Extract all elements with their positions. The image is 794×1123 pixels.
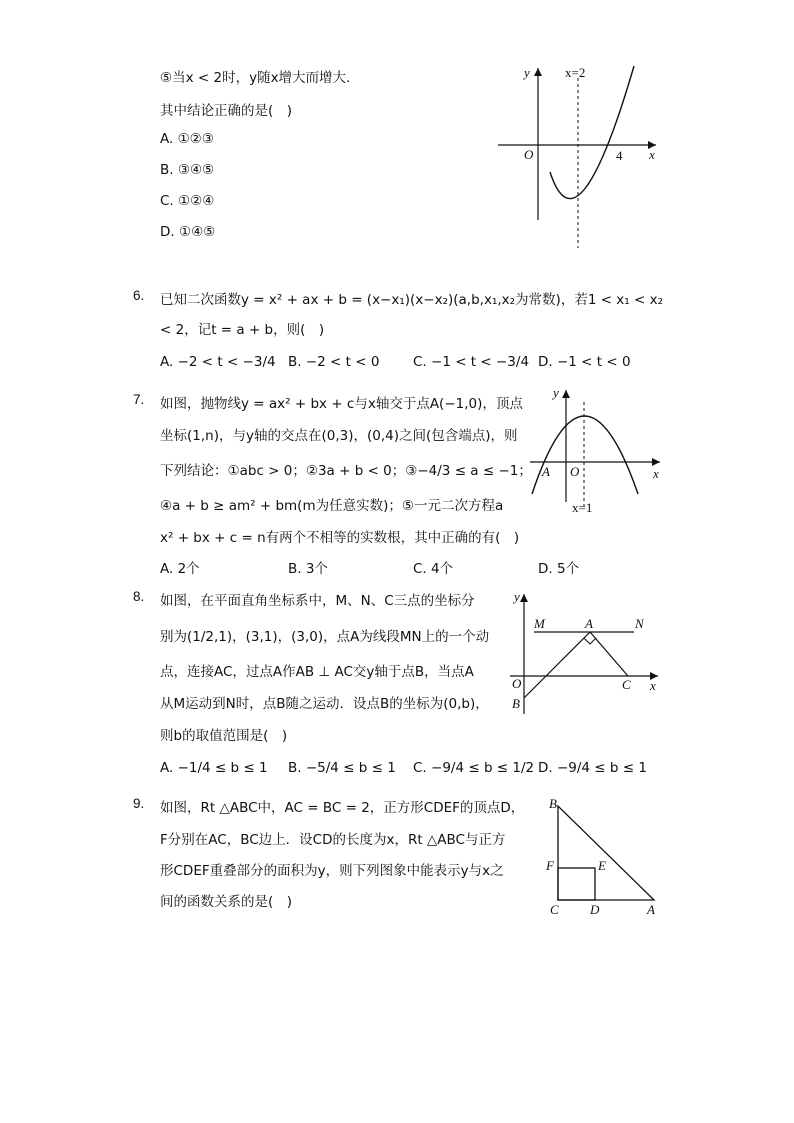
q7-option-c[interactable]: C. 4个 <box>413 561 454 577</box>
right-angle-mark <box>584 638 596 644</box>
point-m-label: M <box>534 616 545 631</box>
q6-line2: < 2，记t = a + b，则( ) <box>160 322 325 338</box>
q8-option-c[interactable]: C. −9/4 ≤ b ≤ 1/2 <box>413 760 535 776</box>
point-c-label: C <box>550 902 559 917</box>
q8-line5: 则b的取值范围是( ) <box>160 728 288 744</box>
point-a-label: A <box>647 902 655 917</box>
point-a-label: A <box>585 616 593 631</box>
q6-number: 6. <box>133 288 145 303</box>
symmetry-label: x=1 <box>572 500 593 515</box>
q7-line1: 如图，抛物线y = ax² + bx + c与x轴交于点A(−1,0)，顶点 <box>160 396 523 412</box>
q8-line4: 从M运动到N时，点B随之运动．设点B的坐标为(0,b)， <box>160 696 489 712</box>
q7-line3: 下列结论：①abc > 0；②3a + b < 0；③−4/3 ≤ a ≤ −1； <box>160 463 532 479</box>
q5-option-a[interactable]: A. ①②③ <box>160 131 214 147</box>
triangle-abc <box>558 806 654 900</box>
q7-line5: x² + bx + c = n有两个不相等的实数根，其中正确的有( ) <box>160 530 520 546</box>
point-c-label: C <box>622 677 631 692</box>
parabola-curve <box>550 66 634 199</box>
q7-option-b[interactable]: B. 3个 <box>288 561 328 577</box>
q8-coordinate-figure <box>506 586 666 716</box>
q7-option-d[interactable]: D. 5个 <box>538 561 580 577</box>
point-a-label: A <box>542 464 550 479</box>
q9-line1: 如图，Rt △ABC中，AC = BC = 2，正方形CDEF的顶点D， <box>160 800 525 816</box>
origin-label: O <box>512 676 522 691</box>
q6-option-b[interactable]: B. −2 < t < 0 <box>288 354 380 370</box>
point-b-label: B <box>549 796 557 811</box>
q8-line3: 点，连接AC，过点A作AB ⊥ AC交y轴于点B，当点A <box>160 664 474 680</box>
q9-line2: F分别在AC，BC边上．设CD的长度为x，Rt △ABC与正方 <box>160 832 506 848</box>
q7-option-a[interactable]: A. 2个 <box>160 561 200 577</box>
segment-ab <box>524 632 590 698</box>
q7-line4: ④a + b ≥ am² + bm(m为任意实数)；⑤一元二次方程a <box>160 498 504 514</box>
point-b-label: B <box>512 696 520 711</box>
q5-condition-5: ⑤当x < 2时，y随x增大而增大. <box>160 70 351 86</box>
q6-option-a[interactable]: A. −2 < t < −3/4 <box>160 354 276 370</box>
x-axis-label: x <box>650 678 656 693</box>
point-f-label: F <box>546 858 554 873</box>
q9-number: 9. <box>133 796 145 811</box>
q7-line2: 坐标(1,n)，与y轴的交点在(0,3)，(0,4)之间(包含端点)，则 <box>160 428 518 444</box>
q8-option-a[interactable]: A. −1/4 ≤ b ≤ 1 <box>160 760 268 776</box>
q5-parabola-figure <box>494 60 664 250</box>
q6-line1: 已知二次函数y = x² + ax + b = (x−x₁)(x−x₂)(a,b,x₁,x₂为常数)，若1 < x₁ < x₂ <box>160 292 663 308</box>
origin-label: O <box>524 147 534 162</box>
root-label: 4 <box>616 148 623 163</box>
q8-line1: 如图，在平面直角坐标系中，M、N、C三点的坐标分 <box>160 593 475 609</box>
q7-parabola-figure <box>526 382 666 517</box>
parabola-curve <box>532 416 638 494</box>
q8-option-d[interactable]: D. −9/4 ≤ b ≤ 1 <box>538 760 647 776</box>
point-e-label: E <box>598 858 606 873</box>
q8-number: 8. <box>133 589 145 604</box>
origin-label: O <box>570 464 580 479</box>
square-cdef <box>558 868 595 900</box>
q5-option-c[interactable]: C. ①②④ <box>160 193 215 209</box>
q9-triangle-figure <box>540 796 670 921</box>
y-axis-label: y <box>524 65 530 80</box>
q8-option-b[interactable]: B. −5/4 ≤ b ≤ 1 <box>288 760 396 776</box>
q6-option-c[interactable]: C. −1 < t < −3/4 <box>413 354 530 370</box>
q9-line4: 间的函数关系的是( ) <box>160 894 293 910</box>
q6-option-d[interactable]: D. −1 < t < 0 <box>538 354 631 370</box>
x-axis-label: x <box>653 466 659 481</box>
point-n-label: N <box>635 616 644 631</box>
q5-option-b[interactable]: B. ③④⑤ <box>160 162 215 178</box>
x-axis-label: x <box>649 147 655 162</box>
q9-line3: 形CDEF重叠部分的面积为y，则下列图象中能表示y与x之 <box>160 863 504 879</box>
q8-line2: 别为(1/2,1)，(3,1)，(3,0)，点A为线段MN上的一个动 <box>160 629 490 645</box>
q5-option-d[interactable]: D. ①④⑤ <box>160 224 216 240</box>
y-axis-label: y <box>514 589 520 604</box>
symmetry-label: x=2 <box>565 65 586 80</box>
q5-stem: 其中结论正确的是( ) <box>160 103 293 119</box>
point-d-label: D <box>590 902 600 917</box>
q7-number: 7. <box>133 392 145 407</box>
y-axis-label: y <box>553 385 559 400</box>
